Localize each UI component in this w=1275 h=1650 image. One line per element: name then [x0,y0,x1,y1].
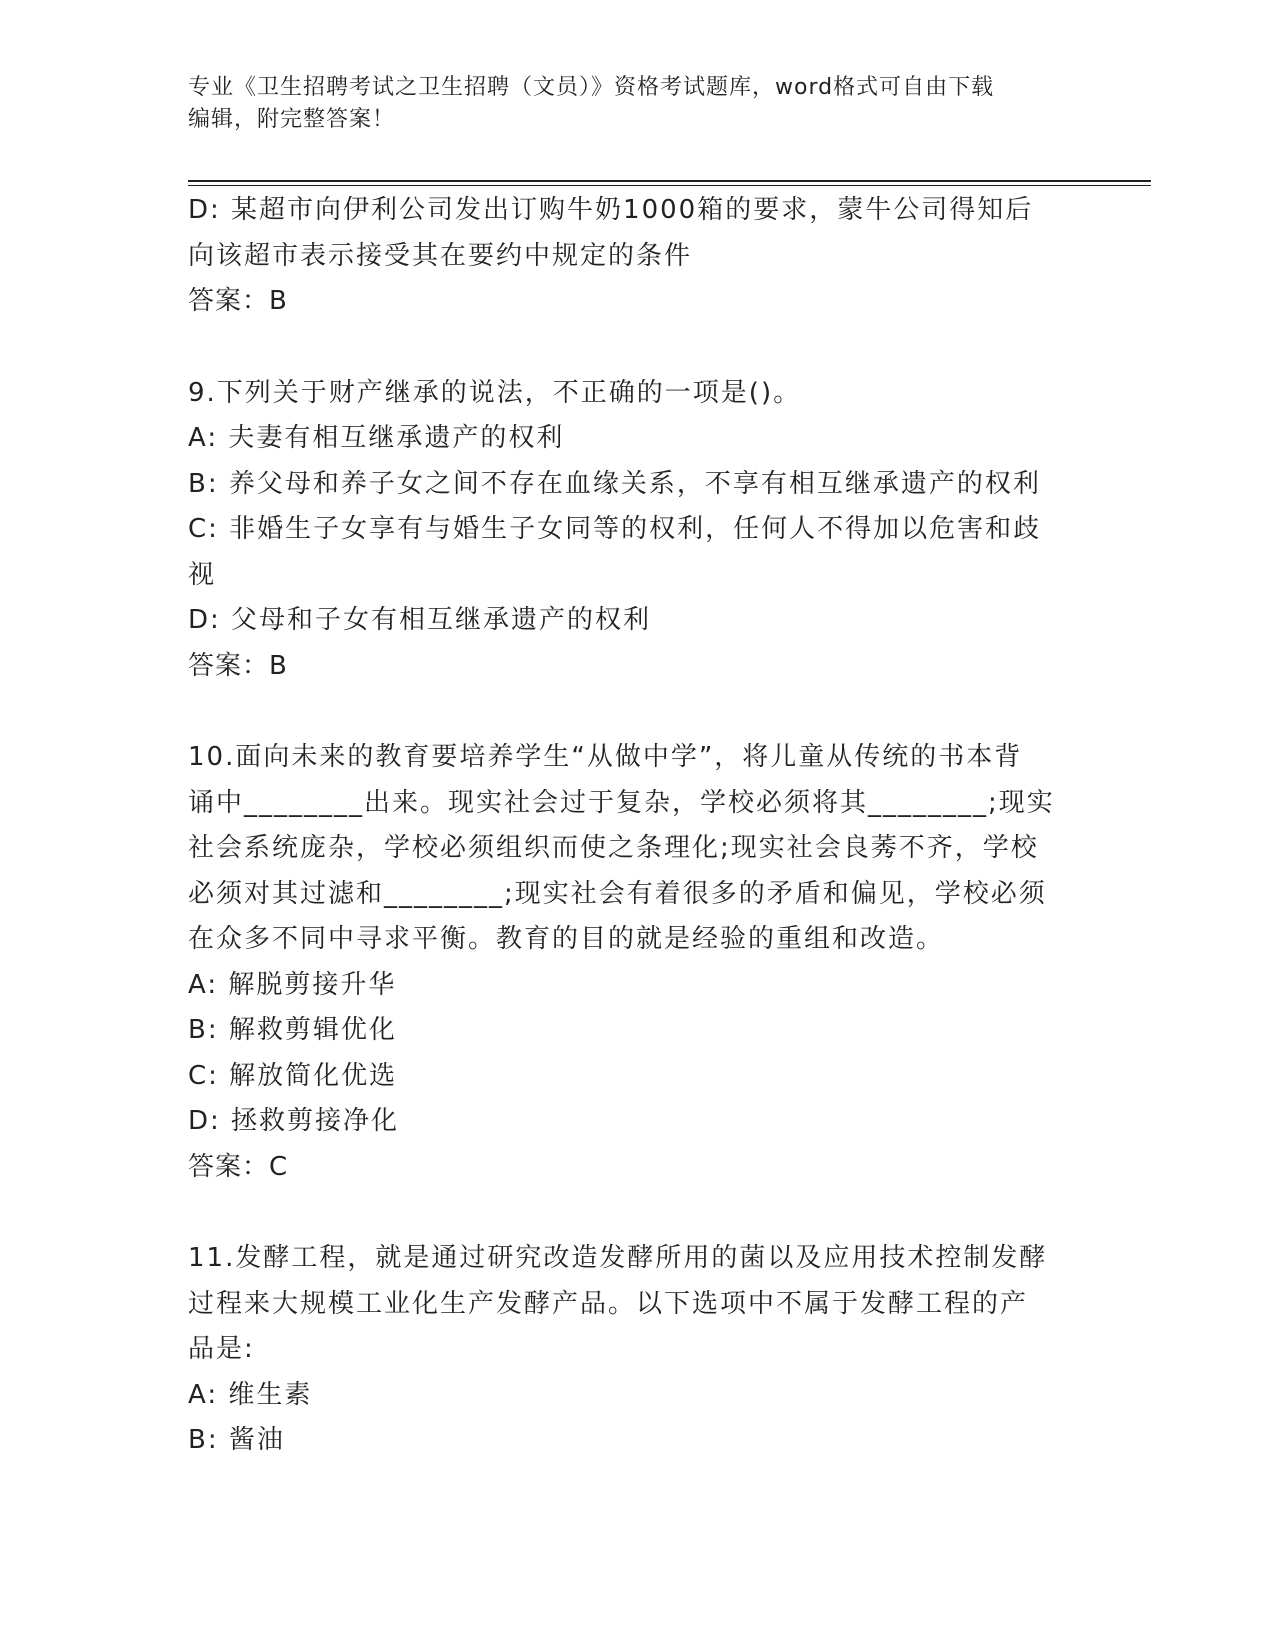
option-a: A: 夫妻有相互继承遗产的权利 [188,423,565,453]
option-d: D: 拯救剪接净化 [188,1106,400,1136]
option-d: D: 父母和子女有相互继承遗产的权利 [188,605,652,635]
option-b: B: 酱油 [188,1425,285,1455]
option-b: B: 解救剪辑优化 [188,1015,397,1045]
question-11 [188,1236,1078,1464]
header-divider-thin [188,185,1151,186]
spacer [188,325,1078,371]
question-stem: 9.下列关于财产继承的说法，不正确的一项是()。 [188,377,802,408]
document-header [188,72,1088,136]
question-stem-line-2: 诵中________出来。现实社会过于复杂，学校必须将其________;现实 [188,787,1055,818]
question-stem-line-1: 11.发酵工程，就是通过研究改造发酵所用的菌以及应用技术控制发酵 [188,1243,1048,1273]
answer-label: 答案：B [188,286,288,316]
spacer [188,689,1078,735]
question-9 [188,371,1078,690]
question-stem-line-5: 在众多不同中寻求平衡。教育的目的就是经验的重组和改造。 [188,924,945,954]
option-a: A: 维生素 [188,1379,313,1410]
question-stem-line-3: 社会系统庞杂，学校必须组织而使之条理化;现实社会良莠不齐，学校 [188,833,1039,863]
header-divider-thick [188,180,1151,182]
header-line-2: 编辑，附完整答案！ [188,107,396,132]
option-b: B: 养父母和养子女之间不存在血缘关系，不享有相互继承遗产的权利 [188,468,1041,499]
answer-label: 答案：B [188,650,288,681]
option-d-line-2: 向该超市表示接受其在要约中规定的条件 [188,240,693,271]
header-line-1: 专业《卫生招聘考试之卫生招聘（文员）》资格考试题库，word格式可自由下载 [188,75,995,100]
question-8-tail [188,188,1078,325]
question-stem-line-1: 10.面向未来的教育要培养学生“从做中学”，将儿童从传统的书本背 [188,742,1023,772]
option-c: C: 解放简化优选 [188,1060,398,1091]
question-stem-line-4: 必须对其过滤和________;现实社会有着很多的矛盾和偏见，学校必须 [188,878,1047,909]
spacer [188,1190,1078,1236]
answer-label: 答案：C [188,1151,289,1182]
option-c-line-2: 视 [188,559,217,590]
question-stem-line-2: 过程来大规模工业化生产发酵产品。以下选项中不属于发酵工程的产 [188,1288,1029,1319]
question-10 [188,735,1078,1190]
option-d-line-1: D: 某超市向伊利公司发出订购牛奶1000箱的要求，蒙牛公司得知后 [188,195,1034,225]
question-stem-line-3: 品是: [188,1334,255,1364]
option-a: A: 解脱剪接升华 [188,969,397,1000]
question-content [188,188,1078,1464]
option-c-line-1: C: 非婚生子女享有与婚生子女同等的权利，任何人不得加以危害和歧 [188,514,1042,544]
